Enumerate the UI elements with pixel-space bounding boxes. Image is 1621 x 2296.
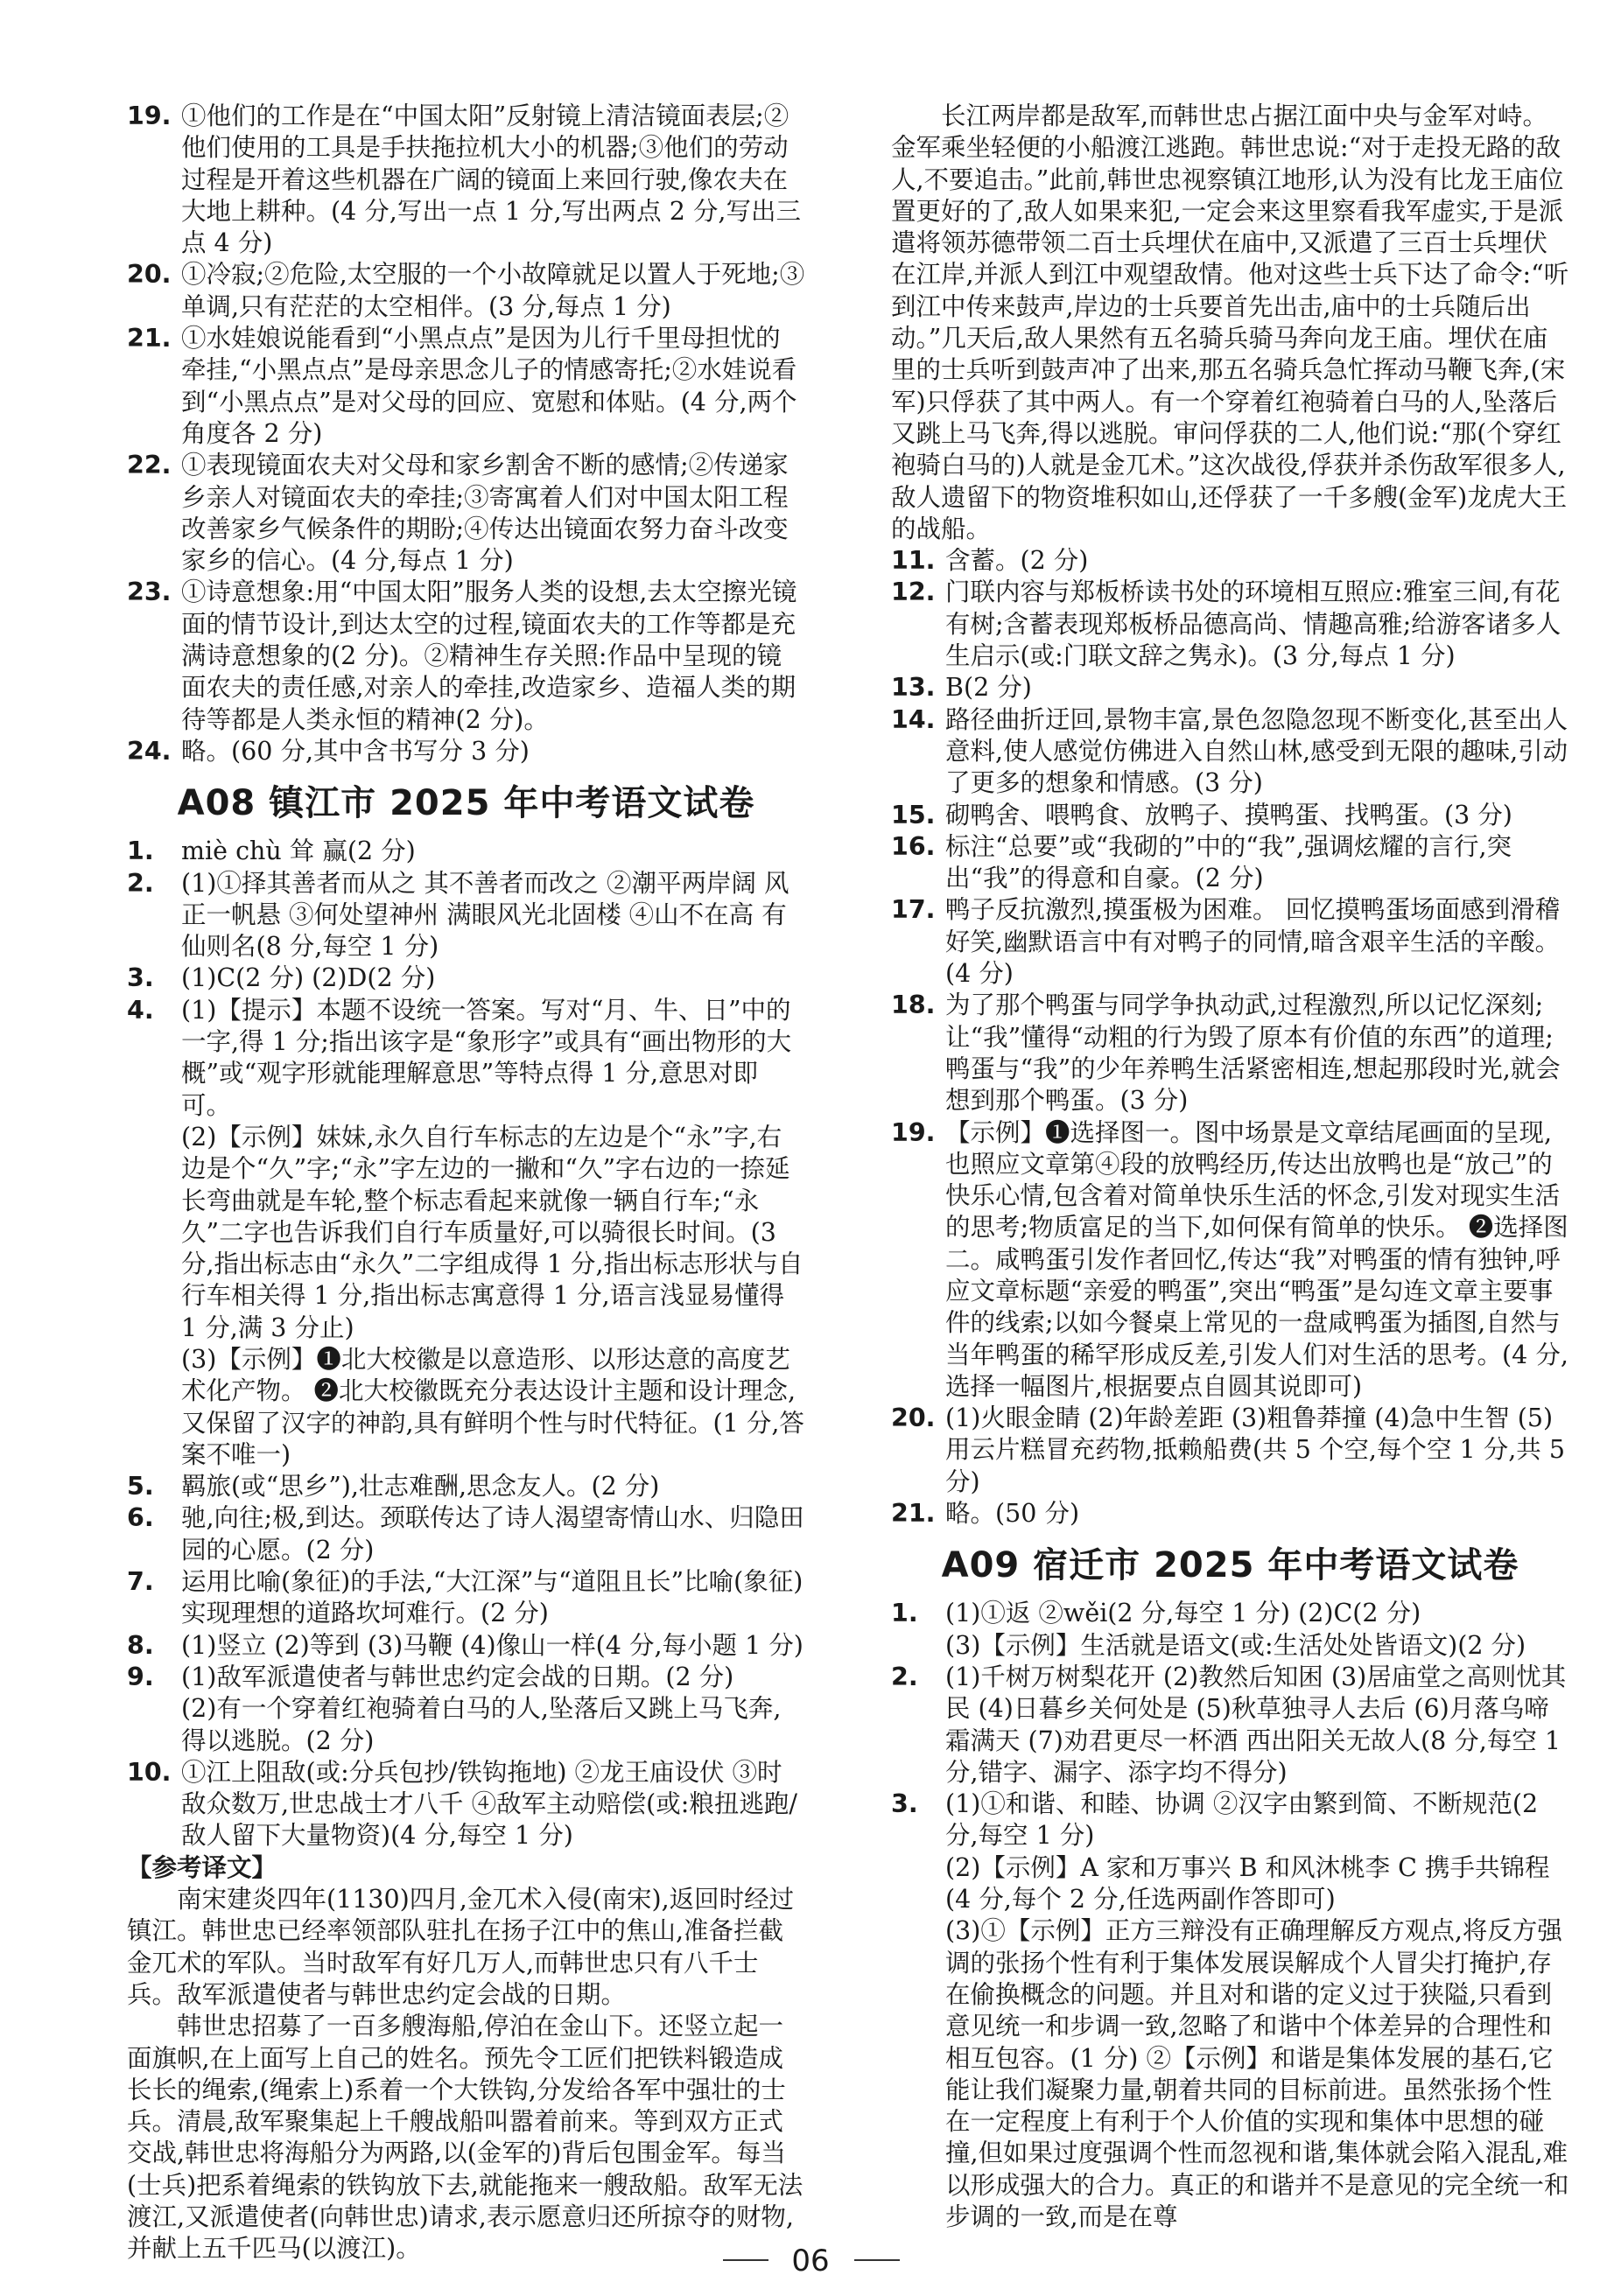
answer-text: 砌鸭舍、喂鸭食、放鸭子、摸鸭蛋、找鸭蛋。(3 分) <box>945 800 1512 830</box>
answer-23 <box>127 577 805 735</box>
right-column <box>891 101 1569 2233</box>
answer-number: 2. <box>127 868 154 898</box>
answer-number: 11. <box>891 546 936 576</box>
section-title-a08: A08 镇江市 2025 年中考语文试卷 <box>177 783 755 824</box>
answer-20 <box>891 1403 1569 1498</box>
answer-text: 羁旅(或“思乡”),壮志难酬,思念友人。(2 分) <box>181 1472 660 1502</box>
answer-text: ①水娃娘说能看到“小黑点点”是因为儿行千里母担忧的牵挂,“小黑点点”是母亲思念儿子的情感寄托;②水娃说看到“小黑点点”是对父母的回应、宽慰和体贴。(4 分,两个角度各 2 分) <box>181 324 797 448</box>
answer-number: 14. <box>891 704 936 734</box>
answer-3 <box>127 962 805 994</box>
answer-part: (3)【示例】生活就是语文(或:生活处处皆语文)(2 分) <box>945 1630 1526 1660</box>
answer-number: 2. <box>891 1662 918 1691</box>
answer-number: 8. <box>127 1630 154 1660</box>
section-title-a09: A09 宿迁市 2025 年中考语文试卷 <box>941 1545 1519 1586</box>
answer-3 <box>891 1788 1569 2233</box>
translation-paragraph: 长江两岸都是敌军,而韩世忠占据江面中央与金军对峙。金军乘坐轻便的小船渡江逃跑。韩世忠说:“对于走投无路的敌人,不要追击。”此前,韩世忠视察镇江地形,认为没有比龙王庙位置更好的了,敌人如果来犯,一定会来这里察看我军虚实,于是派遣将领苏德带领二百士兵埋伏在庙中,又派遣了三百士兵埋伏在江岸,并派人到江中观望敌情。他对这些士兵下达了命令:“听到江中传来鼓声,岸边的士兵要首先出击,庙中的士兵随后出动。”几天后,敌人果然有五名骑兵骑马奔向龙王庙。埋伏在庙里的士兵听到鼓声冲了出来,那五名骑兵急忙挥动马鞭飞奔,(宋军)只俘获了其中两人。有一个穿着红袍骑着白马的人,坠落后又跳上马飞奔,得以逃脱。审问俘获的二人,他们说:“那(个穿红袍骑白马的)人就是金兀术。”这次战役,俘获并杀伤敌军很多人,敌人遗留下的物资堆积如山,还俘获了一千多艘(金军)龙虎大王的战船。 <box>891 102 1569 543</box>
answer-number: 10. <box>127 1757 172 1787</box>
answer-13 <box>891 672 1569 704</box>
answer-number: 23. <box>127 578 172 607</box>
answer-1 <box>127 836 805 867</box>
translation-paragraph: 南宋建炎四年(1130)四月,金兀术入侵(南宋),返回时经过镇江。韩世忠已经率领部队驻扎在扬子江中的焦山,准备拦截金兀术的军队。当时敌军有好几万人,而韩世忠只有八千士兵。敌军派遣使者与韩世忠约定会战的日期。 <box>127 1885 795 2009</box>
answer-text: 【示例】❶选择图一。图中场景是文章结尾画面的呈现,也照应文章第④段的放鸭经历,传达出放鸭也是“放己”的快乐心情,包含着对简单快乐生活的怀念,引发对现实生活的思考;物质富足的当下,如何保有简单的快乐。 ❷选择图二。咸鸭蛋引发作者回忆,传达“我”对鸭蛋的情有独钟,呼应文章标题“亲爱的鸭蛋”,突出“鸭蛋”是勾连文章主要事件的线索;以如今餐桌上常见的一盘咸鸭蛋为插图,自然与当年鸭蛋的稀罕形成反差,引发人们对生活的思考。(4 分,选择一幅图片,根据要点自圆其说即可) <box>945 1117 1568 1401</box>
answer-20 <box>127 259 805 323</box>
answer-number: 20. <box>127 260 172 290</box>
answer-6 <box>127 1502 805 1566</box>
answer-number: 9. <box>127 1662 154 1691</box>
answer-number: 3. <box>127 963 154 993</box>
answer-number: 3. <box>891 1789 918 1819</box>
answer-text: ①表现镜面农夫对父母和家乡割舍不断的感情;②传递家乡亲人对镜面农夫的牵挂;③寄寓着人们对中国太阳工程改善家乡气候条件的期盼;④传达出镜面农努力奋斗改变家乡的信心。(4 分,每点 1 分) <box>181 451 789 576</box>
answer-21 <box>127 323 805 450</box>
answer-number: 7. <box>127 1567 154 1597</box>
answer-part: (1)①返 ②wěi(2 分,每空 1 分) (2)C(2 分) <box>945 1599 1421 1628</box>
translation-heading: 【参考译文】 <box>127 1852 277 1882</box>
answer-text: (1)①择其善者而从之 其不善者而改之 ②潮平两岸阔 风正一帆悬 ③何处望神州 满眼风光北固楼 ④山不在高 有仙则名(8 分,每空 1 分) <box>181 868 789 962</box>
answer-part: (1)①和谐、和睦、协调 ②汉字由繁到简、不断规范(2 分,每空 1 分) <box>945 1789 1539 1851</box>
answer-number: 4. <box>127 995 154 1025</box>
answer-part: (1)【提示】本题不设统一答案。写对“月、牛、日”中的一字,得 1 分;指出该字是“象形字”或具有“画出物形的大概”或“观字形就能理解意思”等特点得 1 分,意思对即可。 <box>181 995 792 1120</box>
footer-dash-right <box>854 2259 900 2261</box>
answer-part: (2)【示例】妹妹,永久自行车标志的左边是个“永”字,右边是个“久”字;“永”字左边的一撇和“久”字右边的一捺延长弯曲就是车轮,整个标志看起来就像一辆自行车;“永久”二字也告诉我们自行车质量好,可以骑很长时间。(3 分,指出标志由“永久”二字组成得 1 分,指出标志形状与自行车相关得 1 分,指出标志寓意得 1 分,语言浅显易懂得 1 分,满 3 分止) <box>181 1122 803 1342</box>
answer-1 <box>891 1598 1569 1662</box>
answer-21 <box>891 1498 1569 1530</box>
answer-text: 含蓄。(2 分) <box>945 546 1089 576</box>
answer-text: (1)千树万树梨花开 (2)教然后知困 (3)居庙堂之高则忧其民 (4)日暮乡关何处是 (5)秋草独寻人去后 (6)月落乌啼霜满天 (7)劝君更尽一杯酒 西出阳关无故人(8 分,每空 1 分,错字、漏字、添字均不得分) <box>945 1662 1567 1787</box>
translation-paragraph: 韩世忠招募了一百多艘海船,停泊在金山下。还竖立起一面旗帜,在上面写上自己的姓名。预先令工匠们把铁料锻造成长长的绳索,(绳索上)系着一个大铁钩,分发给各军中强壮的士兵。清晨,敌军聚集起上千艘战船叫嚣着前来。等到双方正式交战,韩世忠将海船分为两路,以(金军的)背后包围金军。每当(士兵)把系着绳索的铁钩放下去,就能拖来一艘敌船。敌军无法渡江,又派遣使者(向韩世忠)请求,表示愿意归还所掠夺的财物,并献上五千匹马(以渡江)。 <box>127 2012 803 2264</box>
answer-24 <box>127 736 805 767</box>
answer-part: (3)①【示例】正方三辩没有正确理解反方观点,将反方强调的张扬个性有利于集体发展误解成个人冒尖打掩护,存在偷换概念的问题。并且对和谐的定义过于狭隘,只看到意见统一和步调一致,忽略了和谐中个体差异的合理性和相互包容。(1 分) ②【示例】和谐是集体发展的基石,它能让我们凝聚力量,朝着共同的目标前进。虽然张扬个性在一定程度上有利于个人价值的实现和集体中思想的碰撞,但如果过度强调个性而忽视和谐,集体就会陷入混乱,难以形成强大的合力。真正的和谐并不是意见的完全统一和步调的一致,而是在尊 <box>945 1916 1569 2231</box>
answer-part: (3)【示例】❶北大校徽是以意造形、以形达意的高度艺术化产物。 ❷北大校徽既充分表达设计主题和设计理念,又保留了汉字的神韵,具有鲜明个性与时代特征。(1 分,答案不唯一) <box>181 1344 804 1469</box>
answer-number: 19. <box>127 102 172 130</box>
answer-number: 19. <box>891 1117 936 1147</box>
answer-19 <box>891 1117 1569 1404</box>
answer-number: 17. <box>891 895 936 925</box>
answer-number: 1. <box>891 1599 918 1628</box>
answer-9 <box>127 1662 805 1757</box>
answer-16 <box>891 831 1569 895</box>
answer-text: B(2 分) <box>945 673 1032 703</box>
answer-text: (1)火眼金睛 (2)年龄差距 (3)粗鲁莽撞 (4)急中生智 (5)用云片糕冒充药物,抵赖船费(共 5 个空,每个空 1 分,共 5 分) <box>945 1404 1565 1496</box>
answer-number: 16. <box>891 831 936 861</box>
answer-text: (1)C(2 分) (2)D(2 分) <box>181 963 436 993</box>
answer-17 <box>891 894 1569 990</box>
answer-5 <box>127 1471 805 1502</box>
answer-4 <box>127 995 805 1471</box>
answer-text: 驰,向往;极,到达。颈联传达了诗人渴望寄情山水、归隐田园的心愿。(2 分) <box>181 1503 804 1564</box>
answer-text: 为了那个鸭蛋与同学争执动武,过程激烈,所以记忆深刻;让“我”懂得“动粗的行为毁了原本有价值的东西”的道理;鸭蛋与“我”的少年养鸭生活紧密相连,想起那段时光,就会想到那个鸭蛋。(3 分) <box>945 990 1561 1116</box>
left-column <box>127 101 805 2265</box>
answer-2 <box>891 1662 1569 1788</box>
answer-text: 门联内容与郑板桥读书处的环境相互照应:雅室三间,有花有树;含蓄表现郑板桥品德高尚、情趣高雅;给游客诸多人生启示(或:门联文辞之隽永)。(3 分,每点 1 分) <box>945 578 1561 671</box>
answer-part: (2)有一个穿着红袍骑着白马的人,坠落后又跳上马飞奔,得以逃脱。(2 分) <box>181 1694 782 1755</box>
answer-10 <box>127 1757 805 1852</box>
answer-text: (1)竖立 (2)等到 (3)马鞭 (4)像山一样(4 分,每小题 1 分) <box>181 1630 803 1660</box>
answer-number: 1. <box>127 836 154 866</box>
answer-8 <box>127 1630 805 1662</box>
answer-19 <box>127 101 805 259</box>
answer-2 <box>127 868 805 963</box>
answer-number: 12. <box>891 578 936 607</box>
answer-number: 6. <box>127 1503 154 1533</box>
answer-number: 21. <box>127 324 172 354</box>
answer-number: 21. <box>891 1499 936 1529</box>
answer-text: 路径曲折迂回,景物丰富,景色忽隐忽现不断变化,甚至出人意料,使人感觉仿佛进入自然山林,感受到无限的趣味,引动了更多的想象和情感。(3 分) <box>945 704 1568 798</box>
answer-15 <box>891 800 1569 831</box>
answer-part: (2)【示例】A 家和万事兴 B 和风沐桃李 C 携手共锦程(4 分,每个 2 分,任选两副作答即可) <box>945 1852 1550 1914</box>
answer-text: ①江上阻敌(或:分兵包抄/铁钩拖地) ②龙王庙设伏 ③时敌众数万,世忠战士才八千 ④敌军主动赔偿(或:粮扭逃跑/敌人留下大量物资)(4 分,每空 1 分) <box>181 1757 797 1851</box>
answer-22 <box>127 450 805 577</box>
answer-text: 标注“总要”或“我砌的”中的“我”,强调炫耀的言行,突出“我”的得意和自豪。(2 分) <box>945 831 1512 893</box>
answer-number: 24. <box>127 736 172 766</box>
answer-text: ①冷寂;②危险,太空服的一个小故障就足以置人于死地;③单调,只有茫茫的太空相伴。(3 分,每点 1 分) <box>181 260 805 321</box>
answer-14 <box>891 704 1569 800</box>
answer-7 <box>127 1566 805 1630</box>
answer-number: 13. <box>891 673 936 703</box>
answer-number: 22. <box>127 451 172 480</box>
answer-11 <box>891 545 1569 577</box>
answer-18 <box>891 990 1569 1116</box>
answer-text: ①诗意想象:用“中国太阳”服务人类的设想,去太空擦光镜面的情节设计,到达太空的过程,镜面农夫的工作等都是充满诗意想象的(2 分)。②精神生存关照:作品中呈现的镜面农夫的责任感,对亲人的牵挂,改造家乡、造福人类的期待等都是人类永恒的精神(2 分)。 <box>181 578 797 734</box>
answer-part: (1)敌军派遣使者与韩世忠约定会战的日期。(2 分) <box>181 1662 734 1691</box>
page-number: 06 <box>791 2244 830 2278</box>
answer-number: 5. <box>127 1472 154 1502</box>
answer-text: 略。(60 分,其中含书写分 3 分) <box>181 736 530 766</box>
answer-number: 18. <box>891 990 936 1020</box>
answer-text: miè chù 耸 赢(2 分) <box>181 836 416 866</box>
answer-number: 15. <box>891 800 936 830</box>
answer-text: ①他们的工作是在“中国太阳”反射镜上清洁镜面表层;②他们使用的工具是手扶拖拉机大小的机器;③他们的劳动过程是开着这些机器在广阔的镜面上来回行驶,像农夫在大地上耕种。(4 分,写出一点 1 分,写出两点 2 分,写出三点 4 分) <box>181 102 801 258</box>
answer-number: 20. <box>891 1404 936 1433</box>
answer-text: 鸭子反抗激烈,摸蛋极为困难。 回忆摸鸭蛋场面感到滑稽好笑,幽默语言中有对鸭子的同情,暗含艰辛生活的辛酸。(4 分) <box>945 895 1561 989</box>
answer-text: 略。(50 分) <box>945 1499 1080 1529</box>
answer-12 <box>891 577 1569 672</box>
answer-text: 运用比喻(象征)的手法,“大江深”与“道阻且长”比喻(象征)实现理想的道路坎坷难行。(2 分) <box>181 1567 803 1628</box>
